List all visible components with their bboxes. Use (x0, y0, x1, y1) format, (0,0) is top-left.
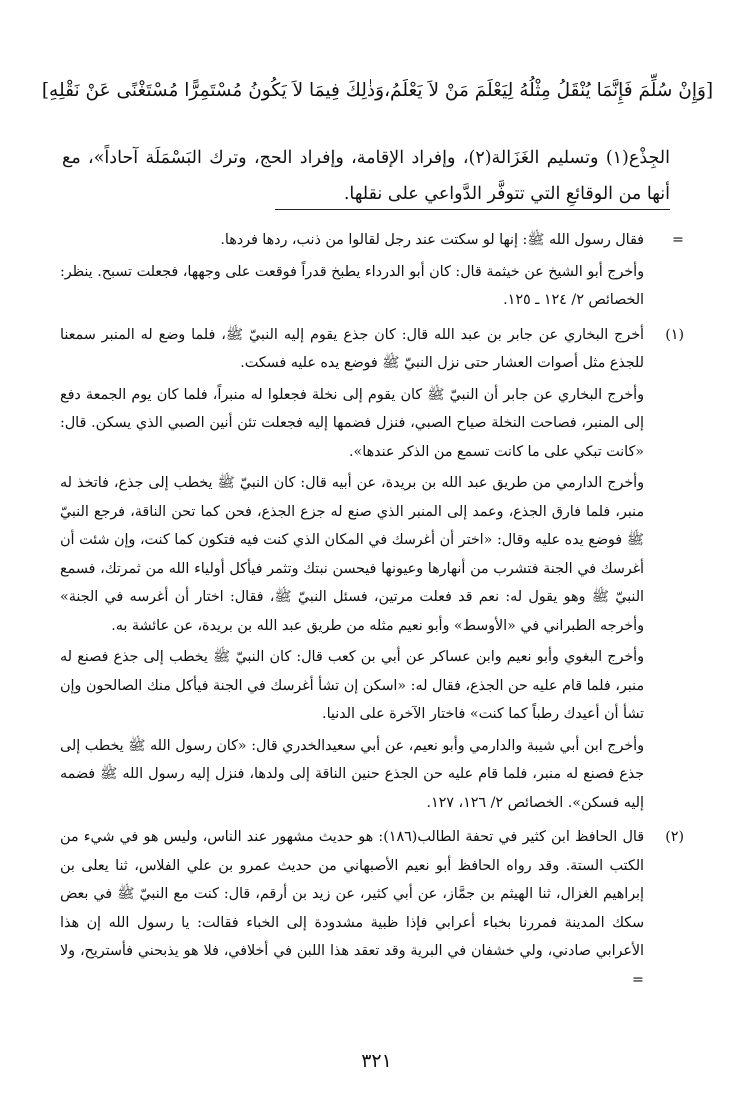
footnote-marker: = (672, 232, 684, 248)
footnote-paragraph: فقال رسول الله ﷺ: إنها لو سكتت عند رجل لقالوا من ذنب، ردها فردها. (220, 232, 644, 248)
footnote-paragraph: وأخرج البغوي وأبو نعيم وابن عساكر عن أبي بن كعب قال: كان النبيّ ﷺ يخطب إلى جذع فصنع له منبر، فلما قام عليه حن الجذع، فقال له: «اسكن إن تشأ أغرسك في الجنة فيأكل منك الصالحون وإن تشأ أن أعيدك رطباً كما كنت» فاختار الآخرة على الدنيا. (60, 649, 644, 722)
footnote-paragraph: وأخرج البخاري عن جابر أن النبيّ ﷺ كان يقوم إلى نخلة فجعلوا له منبراً، فلما كان يوم الجمعة دفع إلى المنبر، فصاحت النخلة صياح الصبي، فنزل فضمها إليه فجعلت تئن أنين الصبي الذي يسكن. قال: «كانت تبكي على ما كانت تسمع من الذكر عندها». (60, 386, 644, 460)
footnote-continuation (60, 226, 684, 315)
footnote-paragraph: وأخرج الدارمي من طريق عبد الله بن بريدة، عن أبيه قال: كان النبيّ ﷺ يخطب إلى جذع، فاتخذ له منبر، فلما فارق الجذع، وعمد إلى المنبر الذي صنع له جزع الجذع، فحن كما تحن الناقة، فرجع النبيّ ﷺ فوضع يده عليه وقال: «اختر أن أغرسك في المكان الذي كنت فيه فتكون كما كنت، وإن شئت أن أغرسك في الجنة فتشرب من أنهارها وعيونها فيحسن نبتك وتثمر فيأكل أولياء الله من ثمرتك، فسمع النبيّ ﷺ وهو يقول له: نعم قد فعلت مرتين، فسئل النبيّ ﷺ، فقال: اختار أن أغرسه في الجنة» وأخرجه الطبراني في «الأوسط» وأبو نعيم مثله من طريق عبد الله بن بريدة، عن عائشة به. (60, 475, 644, 634)
footnote-paragraph: قال الحافظ ابن كثير في تحفة الطالب(١٨٦): هو حديث مشهور عند الناس، وليس هو في شيء من الكتب الستة. وقد رواه الحافظ أبو نعيم الأصبهاني من حديث عمرو بن علي الفلاس، ثنا يعلى بن إبراهيم الغزال، ثنا الهيثم بن جمَّاز، عن أبي كثير، عن زيد بن أرقم، قال: كنت مع النبيّ ﷺ في بعض سكك المدينة فمررنا بخباء أعرابي فإذا ظبية مشدودة إلى الخباء فقالت: يا رسول الله إن هذا الأعرابي صادني، ولي خشفان في البرية وقد تعقد هذا اللبن في أخلافي، فلا هو يذبحني فأستريح، ولا = (60, 829, 645, 988)
footnote-paragraph: وأخرج أبو الشيخ عن خيثمة قال: كان أبو الدرداء يطبخ قدراً فوقعت على وجهها، فجعلت تسبح. ينظر: الخصائص ٢/ ١٢٤ ـ ١٢٥. (60, 263, 644, 308)
footnote-separator (275, 209, 670, 210)
main-text: الجِذْع(١) وتسليم الغَزَالة(٢)، وإفراد الإقامة، وإفراد الحج، وترك البَسْمَلَة آحاداً»، مع أنها من الوقائعِ التي تتوفَّر الدَّواعي على نقلها. (62, 148, 670, 204)
footnote-marker: (١) (665, 326, 684, 343)
footnote-paragraph: أخرج البخاري عن جابر بن عبد الله قال: كان جذع يقوم إليه النبيّ ﷺ، فلما وضع له المنبر سمعنا للجذع مثل أصوات العشار حتى نزل النبيّ ﷺ فوضع يده عليه فسكت. (60, 326, 644, 371)
footnote-marker: (٢) (665, 829, 684, 845)
footnote-paragraph: وأخرج ابن أبي شيبة والدارمي وأبو نعيم، عن أبي سعيدالخدري قال: «كان رسول الله ﷺ يخطب إلى جذع فصنع له منبر، فلما قام عليه حن الجذع حنين الناقة إلى ولدها، فنزل إليه رسول الله ﷺ فضمه إليه فسكن». الخصائص ٢/ ١٢٦، ١٢٧. (60, 737, 645, 811)
footnote-2 (60, 823, 684, 994)
footnote-1 (60, 321, 684, 818)
quoted-text-header: [وَإِنْ سُلِّمَ فَإِنَّمَا يُنْقَلُ مِثْلُهُ لِيَعْلَمَ مَنْ لاَ يَعْلَمُ،وَذٰلِكَ فِيمَا لاَ يَكُونُ مُسْتَمِرًّا مُسْتَغْنًى عَنْ نَقْلِهِ] (41, 80, 714, 101)
page-number: ٣٢١ (361, 1050, 392, 1072)
footnotes (60, 226, 684, 1000)
